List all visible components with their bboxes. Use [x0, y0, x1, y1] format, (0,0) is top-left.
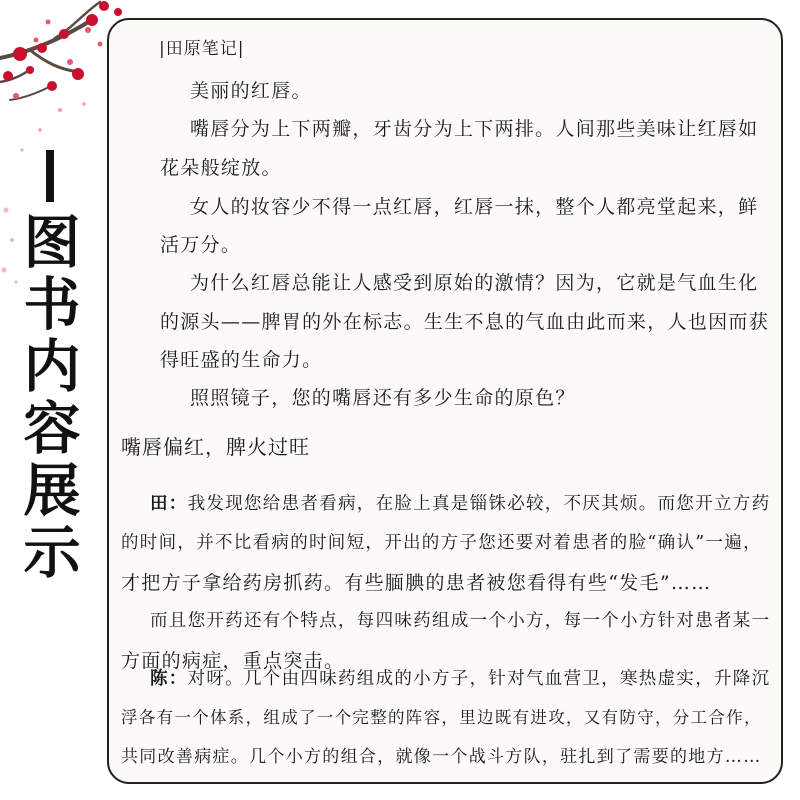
banner-char: 书: [23, 272, 81, 338]
running-head: |田原笔记|: [159, 39, 245, 59]
dialogue-line: [150, 665, 770, 690]
text-line: 照照镜子，您的嘴唇还有多少生命的原色？: [190, 387, 576, 409]
text-line: 得旺盛的生命力。: [160, 349, 323, 371]
banner-char: 图: [23, 210, 81, 276]
dialogue-line: 才把方子拿给药房抓药。有些腼腆的患者被您看得有些“发毛”……: [121, 572, 712, 594]
section-title: 嘴唇偏红，脾火过旺: [121, 435, 310, 459]
book-page: [107, 18, 783, 784]
dialogue-line: 浮各有一个体系，组成了一个完整的阵容，里边既有进攻，又有防守，分工合作，: [121, 708, 762, 727]
banner-bar: [46, 150, 54, 202]
banner-char: 展: [23, 458, 81, 524]
speaker-label: 田：: [150, 494, 188, 514]
vertical-banner-title: [22, 212, 82, 584]
dialogue-text: 对呀。几个由四味药组成的小方子，针对气血营卫，寒热虚实，升降沉: [187, 669, 771, 689]
dialogue-line: [150, 490, 770, 515]
text-line: 为什么红唇总能让人感受到原始的激情？因为，它就是气血生化: [190, 272, 759, 294]
dialogue-line: 的时间，并不比看病的时间短，开出的方子您还要对着患者的脸“确认”一遍，: [121, 533, 762, 553]
dialogue-line: 方面的病症，重点突击。: [121, 650, 345, 672]
dialogue-line: 共同改善病症。几个小方的组合，就像一个战斗方队，驻扎到了需要的地方……: [121, 747, 762, 767]
text-line: 嘴唇分为上下两瓣，牙齿分为上下两排。人间那些美味让红唇如: [190, 118, 759, 140]
text-line: 的源头——脾胃的外在标志。生生不息的气血由此而来，人也因而获: [160, 311, 770, 333]
dialogue-text: 我发现您给患者看病，在脸上真是锱铢必较，不厌其烦。而您开立方药: [187, 494, 771, 514]
banner-char: 内: [23, 334, 81, 400]
speaker-label: 陈：: [150, 669, 188, 689]
banner-char: 容: [23, 396, 81, 462]
text-line: 女人的妆容少不得一点红唇，红唇一抹，整个人都亮堂起来，鲜: [190, 196, 759, 218]
text-line: 美丽的红唇。: [190, 80, 312, 102]
text-line: 花朵般绽放。: [160, 157, 282, 179]
dialogue-line: 而且您开药还有个特点，每四味药组成一个小方，每一个小方针对患者某一: [150, 611, 771, 631]
text-line: 活万分。: [160, 234, 242, 256]
banner-char: 示: [23, 520, 81, 586]
